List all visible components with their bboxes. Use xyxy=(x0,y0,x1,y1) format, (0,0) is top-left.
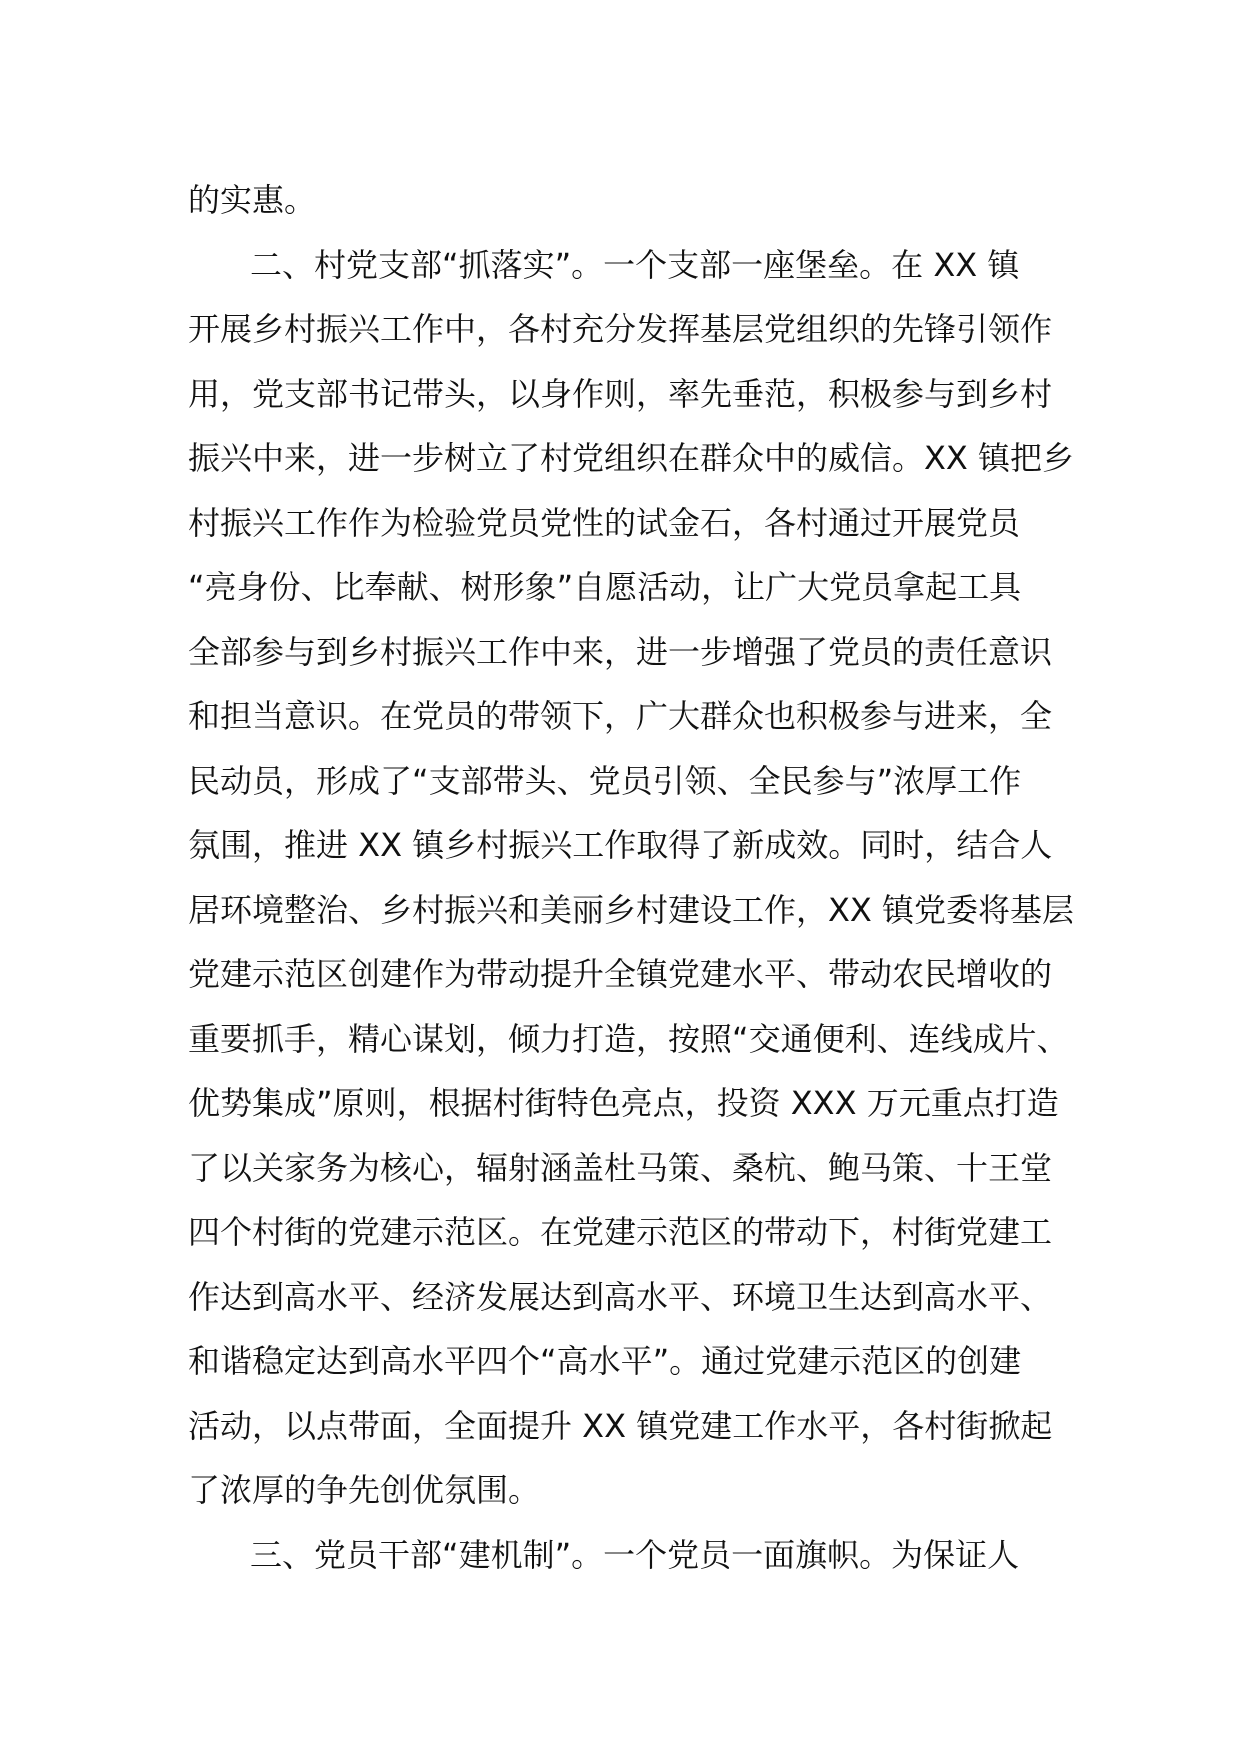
text-line: 开展乡村振兴工作中，各村充分发挥基层党组织的先锋引领作 xyxy=(188,310,1053,348)
text-line: 和谐稳定达到高水平四个“高水平”。通过党建示范区的创建 xyxy=(188,1342,1022,1380)
body-text xyxy=(188,168,1075,1587)
text-line: 了浓厚的争先创优氛围。 xyxy=(188,1471,541,1509)
text-line: 重要抓手，精心谋划，倾力打造，按照“交通便利、连线成片、 xyxy=(188,1019,1069,1058)
text-line: 四个村街的党建示范区。在党建示范区的带动下，村街党建工 xyxy=(188,1213,1053,1251)
text-line: 民动员，形成了“支部带头、党员引领、全民参与”浓厚工作 xyxy=(188,761,1022,800)
text-line: 振兴中来，进一步树立了村党组织在群众中的威信。XX 镇把乡 xyxy=(188,439,1075,477)
text-line: 用，党支部书记带头，以身作则，率先垂范，积极参与到乡村 xyxy=(188,374,1053,413)
text-line: “亮身份、比奉献、树形象”自愿活动，让广大党员拿起工具 xyxy=(188,568,1022,606)
paragraph-heading-line: 二、村党支部“抓落实”。一个支部一座堡垒。在 XX 镇 xyxy=(250,245,1020,284)
text-line: 党建示范区创建作为带动提升全镇党建水平、带动农民增收的 xyxy=(188,955,1053,993)
text-line: 居环境整治、乡村振兴和美丽乡村建设工作，XX 镇党委将基层 xyxy=(188,890,1075,929)
text-line: 作达到高水平、经济发展达到高水平、环境卫生达到高水平、 xyxy=(188,1277,1053,1316)
text-line: 活动，以点带面，全面提升 XX 镇党建工作水平，各村街掀起 xyxy=(188,1406,1053,1445)
text-line: 全部参与到乡村振兴工作中来，进一步增强了党员的责任意识 xyxy=(188,632,1053,671)
paragraph-heading-line: 三、党员干部“建机制”。一个党员一面旗帜。为保证人 xyxy=(250,1535,1020,1574)
text-line: 了以关家务为核心，辐射涵盖杜马策、桑杭、鲍马策、十王堂 xyxy=(188,1148,1053,1187)
text-line: 氛围，推进 XX 镇乡村振兴工作取得了新成效。同时，结合人 xyxy=(188,826,1053,864)
text-line: 的实惠。 xyxy=(188,181,317,219)
text-line: 优势集成”原则，根据村街特色亮点，投资 XXX 万元重点打造 xyxy=(188,1084,1059,1122)
text-line: 和担当意识。在党员的带领下，广大群众也积极参与进来，全 xyxy=(188,697,1053,735)
text-line: 村振兴工作作为检验党员党性的试金石，各村通过开展党员 xyxy=(188,503,1021,542)
